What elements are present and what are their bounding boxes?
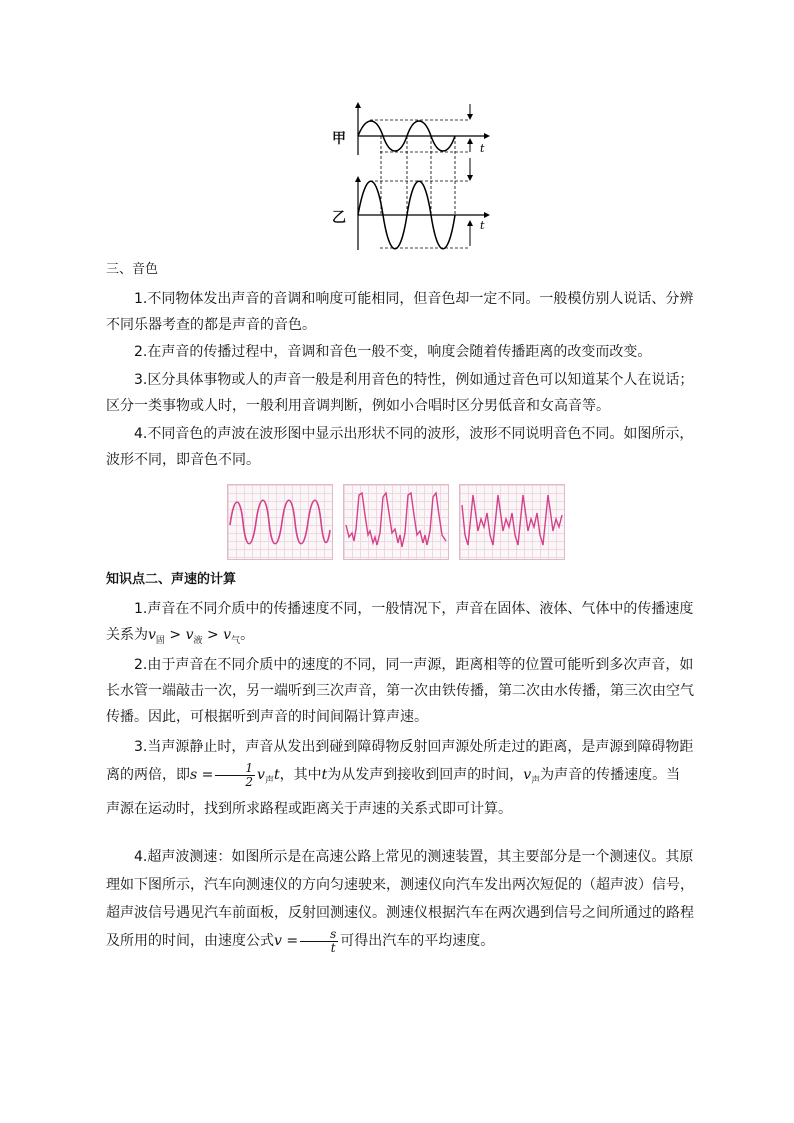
paragraph-timbre-3 <box>106 367 694 419</box>
v-gas: $v_气$ <box>223 627 241 646</box>
paragraph-timbre-1-text: 1.不同物体发出声音的音调和响度可能相同，但音色却一定不同。一般模仿别人说话、分辨不同乐器考查的都是声音的音色。 <box>106 291 694 333</box>
paragraph-timbre-4 <box>106 421 694 473</box>
paragraph-timbre-4-text: 4.不同音色的声波在波形图中显示出形状不同的波形，波形不同说明音色不同。如图所示，波形不同，即音色不同。 <box>106 426 694 468</box>
formula-echo: s = $\frac{1}{2}$ $v_声t$ <box>190 760 280 789</box>
waveform-sine <box>228 485 332 559</box>
paragraph-speed-1-text: 1.声音在不同介质中的传播速度不同，一般情况下，声音在固体、液体、气体中的传播速度关系为 <box>106 601 694 643</box>
paragraph-speed-4-a: 4.超声波测速：如图所示是在高速公路上常见的测速装置，其主要部分是一个测速仪。其原理如下图所示，汽车向测速仪的方向匀速驶来，测速仪向汽车发出两次短促的（超声波）信号，超声波信号遇见汽车前面板，反射回测速仪。测速仪根据汽车在两次遇到信号之间所通过的路程及所用的时间，由速度公式 <box>106 849 694 949</box>
waveform-complex-b <box>460 485 564 559</box>
paragraph-speed-2 <box>106 652 694 730</box>
paragraph-timbre-3-text: 3.区分具体事物或人的声音一般是利用音色的特性，例如通过音色可以知道某个人在说话；区分一类事物或人时，一般利用音调判断，例如小合唱时区分男低音和女高音等。 <box>106 372 694 414</box>
v-solid: $v_固$ <box>148 627 165 646</box>
section-heading-sound-speed: 知识点二、声速的计算 <box>106 572 237 587</box>
waveform-complex-a <box>344 485 448 559</box>
waveform-box-1 <box>227 484 333 560</box>
waveform-box-2 <box>343 484 449 560</box>
waveform-comparison-figure <box>350 100 500 250</box>
paragraph-timbre-1 <box>106 286 694 338</box>
v-liquid: $v_液$ <box>185 627 203 646</box>
paragraph-speed-3: 3.当声源静止时，声音从发出到碰到障碍物反射回声源处所走过的距离，是声源到障碍物距离的两倍，即s = $\frac{1}{2}$ $v_声t$，其中t为从发声到接收到回声的时间，$v_声$为声音的传播速度。当声源在运动时，找到所求路程或距离关于声速的关系式即可计算。 <box>106 739 694 817</box>
label-yi: 乙 <box>332 210 346 226</box>
waveform-box-3 <box>459 484 565 560</box>
paragraph-timbre-2-text: 2.在声音的传播过程中，音调和音色一般不变，响度会随着传播距离的改变而改变。 <box>134 344 652 360</box>
paragraph-speed-2-text: 2.由于声音在不同介质中的速度的不同，同一声源，距离相等的位置可能听到多次声音，如长水管一端敲击一次，另一端听到三次声音，第一次由铁传播，第二次由水传播，第三次由空气传播。因此，可根据听到声音的时间间隔计算声速。 <box>106 657 694 725</box>
axis-t-label-yi: t <box>480 219 485 232</box>
axis-t-label-jia: t <box>480 142 485 155</box>
label-jia: 甲 <box>332 131 346 147</box>
section-heading-timbre: 三、音色 <box>106 262 159 277</box>
paragraph-timbre-2 <box>106 339 694 365</box>
paragraph-speed-4: 4.超声波测速：如图所示是在高速公路上常见的测速装置，其主要部分是一个测速仪。其原理如下图所示，汽车向测速仪的方向匀速驶来，测速仪向汽车发出两次短促的（超声波）信号，超声波信号遇见汽车前面板，反射回测速仪。测速仪根据汽车在两次遇到信号之间所通过的路程及所用的时间，由速度公式v = $\frac{s}{t}$ 可得出汽车的平均速度。 <box>106 849 694 955</box>
paragraph-speed-3-a: 3.当声源静止时，声音从发出到碰到障碍物反射回声源处所走过的距离，是声源到障碍物距离的两倍， <box>106 739 694 783</box>
paragraph-speed-1: 1.声音在不同介质中的传播速度不同，一般情况下，声音在固体、液体、气体中的传播速度关系为$v_固 > v_液 > v_气$。 <box>106 601 694 646</box>
formula-speed: v = $\frac{s}{t}$ <box>274 926 337 955</box>
